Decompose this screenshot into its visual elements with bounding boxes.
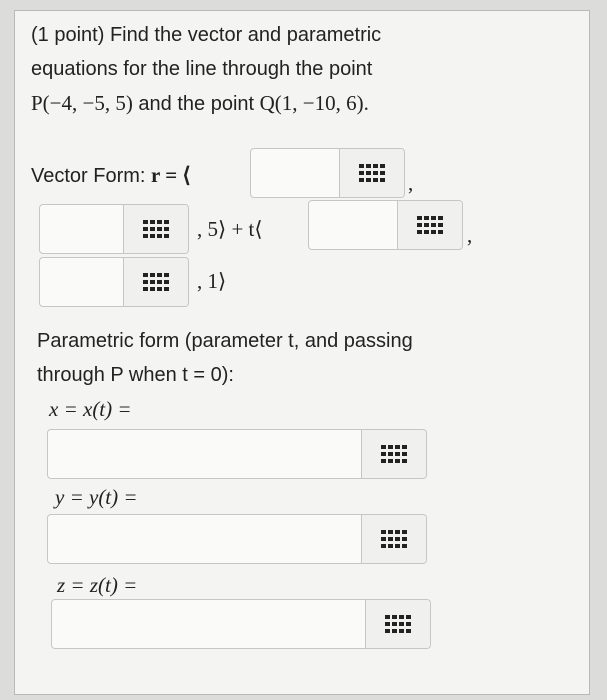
- point-p: P(−4, −5, 5): [31, 91, 133, 115]
- and-text: and the point: [138, 93, 255, 115]
- keypad-grid-icon: [359, 164, 385, 182]
- vector-form-label: Vector Form:: [31, 165, 146, 187]
- problem-line-3: [31, 91, 369, 116]
- keypad-grid-icon: [381, 530, 407, 548]
- keypad-button[interactable]: [397, 201, 462, 249]
- direction-y-input[interactable]: [40, 258, 123, 306]
- keypad-button[interactable]: [123, 205, 188, 253]
- parametric-intro-line-1: Parametric form (parameter t, and passing: [37, 330, 413, 352]
- points-label: (1 point): [31, 24, 105, 46]
- keypad-grid-icon: [143, 273, 169, 291]
- keypad-button[interactable]: [123, 258, 188, 306]
- direction-y-field[interactable]: [39, 257, 189, 307]
- vector-form-row-1: [31, 163, 191, 188]
- vector-comma-1: ,: [408, 171, 414, 195]
- vector-comma-2: ,: [467, 223, 473, 247]
- y-equation-label: y = y(t) =: [55, 485, 138, 509]
- problem-line-2: equations for the line through the point: [31, 58, 373, 80]
- direction-x-field[interactable]: [308, 200, 463, 250]
- vector-mid-text: , 5⟩ + t⟨: [197, 217, 263, 241]
- point-q: Q(1, −10, 6).: [259, 91, 369, 115]
- z-of-t-input[interactable]: [52, 600, 365, 648]
- z-equation-label: z = z(t) =: [57, 573, 138, 597]
- x-of-t-input[interactable]: [48, 430, 361, 478]
- z-of-t-field[interactable]: [51, 599, 431, 649]
- keypad-grid-icon: [385, 615, 411, 633]
- x-equation-label: x = x(t) =: [49, 397, 132, 421]
- vector-point-y-field[interactable]: [39, 204, 189, 254]
- vector-point-x-field[interactable]: [250, 148, 405, 198]
- keypad-button[interactable]: [365, 600, 430, 648]
- parametric-intro-line-2: through P when t = 0):: [37, 364, 234, 386]
- keypad-button[interactable]: [361, 515, 426, 563]
- direction-x-input[interactable]: [309, 201, 397, 249]
- keypad-button[interactable]: [361, 430, 426, 478]
- keypad-grid-icon: [381, 445, 407, 463]
- vector-r-equals: r = ⟨: [151, 163, 191, 187]
- keypad-grid-icon: [417, 216, 443, 234]
- x-of-t-field[interactable]: [47, 429, 427, 479]
- vector-point-y-input[interactable]: [40, 205, 123, 253]
- keypad-grid-icon: [143, 220, 169, 238]
- vector-end-text: , 1⟩: [197, 269, 227, 293]
- keypad-button[interactable]: [339, 149, 404, 197]
- problem-text-1: Find the vector and parametric: [109, 24, 382, 46]
- problem-card: [14, 10, 590, 695]
- problem-line-1: [31, 23, 381, 47]
- y-of-t-field[interactable]: [47, 514, 427, 564]
- y-of-t-input[interactable]: [48, 515, 361, 563]
- vector-point-x-input[interactable]: [251, 149, 339, 197]
